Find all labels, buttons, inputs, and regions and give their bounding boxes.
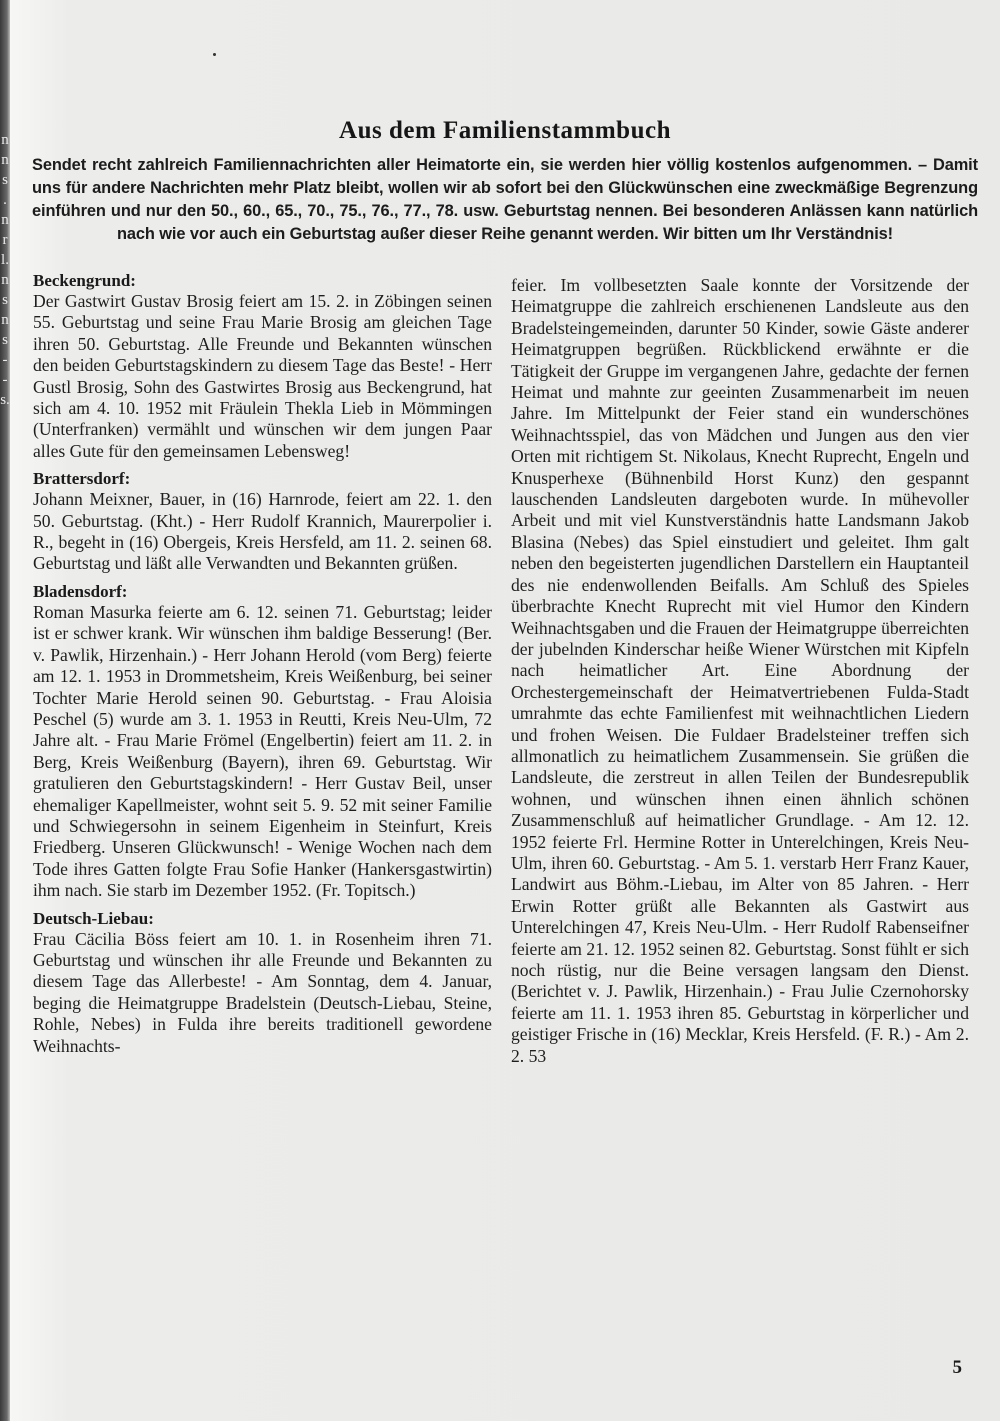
section-body: Der Gastwirt Gustav Brosig feiert am 15. 2. in Zöbingen seinen 55. Geburtstag und seine Frau Marie Brosig am gleichen Tage ihren 50. Geburtstag. Alle Freunde und Bekannten wünschen den beiden Geburtstagskindern zu diesem Tage das Beste! - Herr Gustl Brosig, Sohn des Gastwirtes Brosig aus Beckengrund, hat sich am 4. 10. 1952 mit Fräulein Thekla Lieb in Mömmingen (Unterfranken) vermählt und wünschen wir dem jungen Paar alles Gute für den gemeinsamen Lebensweg! [33, 291, 492, 461]
section-heading: Bladensdorf: [33, 581, 128, 601]
section-body: Johann Meixner, Bauer, in (16) Harnrode, feiert am 22. 1. den 50. Geburtstag. (Kht.) - Herr Rudolf Krannich, Maurerpolier i. R., begeht in (16) Obergeis, Kreis Hersfeld, am 11. 2. seinen 68. Geburtstag und läßt alle Verwandten und Bekannten grüßen. [33, 489, 492, 574]
left-column [33, 270, 492, 1063]
continued-text: feier. Im vollbesetzten Saale konnte der Vorsitzende der Heimatgruppe die zahlreich erschienenen Landsleute aus den Bradelsteingemeinden, darunter 50 Kinder, sowie Gäste anderer Heimatgruppen begrüßen. Rückblickend erwähnte er die Tätigkeit der Gruppe im vergangenen Jahre, gedachte der fernen Heimat und mahnte zur geeinten Zusammenarbeit im neuen Jahre. Im Mittelpunkt der Feier stand ein wunderschönes Weihnachtsspiel, das von Mädchen und Jungen aus den vier Orten mit richtigem St. Nikolaus, Knecht Ruprecht, Engeln und Knusperhexe (Bühnenbild Horst Kunz) den gespannt lauschenden Landsleuten dargeboten wurde. In mühevoller Arbeit und mit viel Kunstverständnis hatte Landsmann Jakob Blasina (Nebes) das Spiel einstudiert und geleitet. Ihm galt neben den begeisterten jugendlichen Darstellern ein Hauptanteil des nie endenwollenden Beifalls. Am Schluß des Spieles überbrachte Knecht Ruprecht mit viel Humor den Kindern Weihnachtsgaben und die Frauen der Heimatgruppe überreichten der jubelnden Kinderschar heiße Wiener Würstchen mit Kipfeln nach heimatlicher Art. Eine Abordnung der Orchestergemeinschaft der Heimatvertriebenen Fulda-Stadt umrahmte das echte Familienfest mit weihnachtlichen Liedern und frohen Weisen. Die Fuldaer Bradelsteiner treffen sich allmonatlich zu heimatlichem Zusammensein. Sie grüßen die Landsleute, die zerstreut in allen Teilen der Bundesrepublik wohnen, und wünschen ihnen einen ähnlich schönen Zusammenschluß auf heimatlicher Grundlage. - Am 12. 12. 1952 feierte Frl. Hermine Rotter in Unterelchingen, Kreis Neu-Ulm, ihren 60. Geburtstag. - Am 5. 1. verstarb Herr Franz Kauer, Landwirt aus Böhm.-Liebau, im Alter von 85 Jahren. - Herr Erwin Rotter grüßt alle Bekannten als Gastwirt aus Unterelchingen 47, Kreis Neu-Ulm. - Herr Rudolf Rabenseifner feierte am 21. 12. 1952 seinen 82. Geburtstag. Sonst fühlt er sich noch rüstig, nur die Beine versagen langsam den Dienst. (Berichtet v. J. Pawlik, Hirzenhain.) - Frau Julie Czernohorsky feierte am 11. 1. 1953 ihren 85. Geburtstag in körperlicher und geistiger Frische in (16) Mecklar, Kreis Hersfeld. (F. R.) - Am 2. 2. 53 [511, 275, 969, 1066]
intro-notice: Sendet recht zahlreich Familiennachrichten aller Heimatorte ein, sie werden hier völlig kostenlos aufgenommen. – Damit uns für andere Nachrichten mehr Platz bleibt, wollen wir ab sofort bei den Glückwünschen eine zweckmäßige Begrenzung einführen und nur den 50., 60., 65., 70., 75., 76., 77., 78. usw. Geburtstag nennen. Bei besonderen Anlässen kann natürlich nach wie vor auch ein Geburtstag außer dieser Reihe genannt werden. Wir bitten um Ihr Verständnis! [32, 156, 978, 244]
section-heading: Beckengrund: [33, 271, 136, 290]
right-column [511, 275, 969, 1067]
page-number: 5 [952, 1357, 962, 1378]
paper-speck [213, 53, 216, 56]
previous-page-edge-text: n n s . n r l. n s n s - - s. [0, 132, 10, 408]
document-page [10, 0, 1000, 1421]
section-body: Roman Masurka feierte am 6. 12. seinen 71. Geburtstag; leider ist er schwer krank. Wir wünschen ihm baldige Besserung! (Ber. v. Pawlik, Hirzenhain.) - Herr Johann Herold (vom Berg) feierte am 12. 1. 1953 in Drommetsheim, Kreis Weißenburg, bei seiner Tochter Marie Herold seinen 90. Geburtstag. - Frau Aloisia Peschel (5) wurde am 3. 1. 1953 in Reutti, Kreis Neu-Ulm, 72 Jahre alt. - Frau Marie Frömel (Engelbertin) feiert am 11. 2. in Berg, Kreis Weißenburg (Bayern), ihren 69. Geburtstag. Wir gratulieren den Geburtstagskindern! - Herr Gustav Beil, unser ehemaliger Kapellmeister, wohnt seit 5. 9. 52 mit seiner Familie und Schwiegersohn in seinem Eigenheim in Steinfurt, Kreis Friedberg. Unseren Glückwunsch! - Wenige Wochen nach dem Tode ihres Gatten folgte Frau Sofie Hanker (Hankersgastwirtin) ihm nach. Sie starb im Dezember 1952. (Fr. Topitsch.) [33, 601, 492, 901]
page-title: Aus dem Familienstammbuch [339, 116, 671, 144]
section-beckengrund [33, 270, 492, 462]
section-heading: Deutsch-Liebau: [33, 908, 154, 928]
section-heading: Brattersdorf: [33, 469, 131, 489]
section-bladensdorf [33, 581, 492, 902]
section-body: Frau Cäcilia Böss feiert am 10. 1. in Rosenheim ihren 71. Geburtstag und wünschen ihr alle Freunde und Bekannten zu diesem Tage das Allerbeste! - Am Sonntag, dem 4. Januar, beging die Heimatgruppe Bradelstein (Deutsch-Liebau, Steine, Rohle, Nebes) in Fulda ihre bereits traditionell gewordene Weihnachts- [33, 928, 492, 1056]
section-brattersdorf [33, 468, 492, 575]
section-deutsch-liebau [33, 908, 492, 1057]
